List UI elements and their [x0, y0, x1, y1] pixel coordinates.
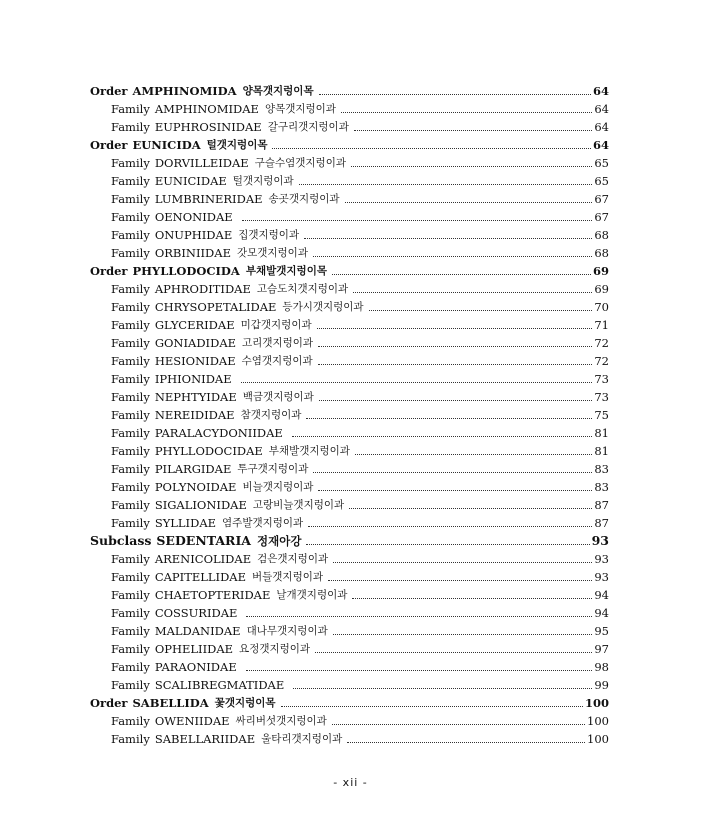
toc-taxon-name: APHRODITIDAE: [154, 282, 251, 296]
toc-rank: Family: [111, 318, 150, 332]
toc-korean-name: 미갑갯지렁이과: [240, 319, 312, 331]
toc-taxon-name: EUPHROSINIDAE: [154, 120, 262, 134]
toc-dot-leader: [353, 292, 592, 293]
toc-page-number: 87: [594, 498, 609, 512]
toc-entry-family: [90, 170, 609, 188]
toc-korean-name: 요정갯지렁이과: [239, 643, 311, 655]
toc-korean-name: 고랑비늘갯지렁이과: [252, 499, 345, 511]
toc-entry-family: [90, 476, 609, 494]
toc-korean-name: 대나무갯지렁이과: [246, 625, 328, 637]
toc-korean-name: 염주발갯지렁이과: [222, 517, 304, 529]
toc-dot-leader: [306, 544, 589, 545]
toc-korean-name: 부채발갯지렁이목: [245, 265, 327, 277]
toc-page-number: 69: [594, 282, 609, 296]
toc-page-number: 65: [594, 174, 609, 188]
toc-dot-leader: [352, 598, 592, 599]
toc-rank: Family: [111, 156, 150, 170]
toc-dot-leader: [319, 94, 591, 95]
toc-entry-family: [90, 350, 609, 368]
toc-korean-name: 고리갯지렁이과: [242, 337, 314, 349]
toc-dot-leader: [313, 256, 592, 257]
toc-dot-leader: [293, 688, 592, 689]
toc-rank: Order: [90, 84, 128, 98]
toc-entry-family: [90, 116, 609, 134]
toc-taxon-name: OWENIIDAE: [154, 714, 230, 728]
toc-korean-name: 울타리갯지렁이과: [261, 733, 343, 745]
toc-dot-leader: [332, 724, 585, 725]
toc-page-number: 94: [594, 606, 609, 620]
toc-rank: Family: [111, 282, 150, 296]
toc-dot-leader: [242, 220, 593, 221]
toc-entry-family: [90, 638, 609, 656]
toc-korean-name: 구슬수염갯지렁이과: [254, 157, 346, 169]
toc-page-number: 94: [594, 588, 609, 602]
toc-page-number: 72: [594, 336, 609, 350]
toc-korean-name: 싸리버섯갯지렁이과: [235, 715, 327, 727]
toc-taxon-name: EUNICIDA: [132, 138, 201, 152]
toc-page-number: 64: [594, 102, 609, 116]
toc-korean-name: 수염갯지렁이과: [241, 355, 313, 367]
toc-entry-family: [90, 512, 609, 530]
toc-taxon-name: HESIONIDAE: [154, 354, 236, 368]
toc-rank: Family: [111, 642, 150, 656]
toc-rank: Family: [111, 120, 150, 134]
toc-taxon-name: SCALIBREGMATIDAE: [154, 678, 285, 692]
toc-dot-leader: [351, 166, 592, 167]
toc-page-number: 64: [592, 84, 609, 98]
toc-rank: Family: [111, 660, 150, 674]
toc-rank: Family: [111, 606, 150, 620]
toc-entry-family: [90, 620, 609, 638]
toc-page-number: 67: [594, 210, 609, 224]
toc-korean-name: 부채발갯지렁이과: [268, 445, 350, 457]
toc-taxon-name: DORVILLEIDAE: [154, 156, 249, 170]
toc-entry-family: [90, 566, 609, 584]
toc-rank: Family: [111, 588, 150, 602]
toc-dot-leader: [354, 130, 593, 131]
toc-korean-name: 털갯지렁이과: [232, 175, 294, 187]
toc-page-number: 65: [594, 156, 609, 170]
toc-dot-leader: [341, 112, 592, 113]
toc-entry-family: [90, 404, 609, 422]
toc-taxon-name: PHYLLODOCIDA: [132, 264, 240, 278]
toc-korean-name: 갈구리갯지렁이과: [267, 121, 349, 133]
toc-dot-leader: [345, 202, 593, 203]
toc-rank: Family: [111, 732, 150, 746]
toc-taxon-name: POLYNOIDAE: [154, 480, 237, 494]
toc-dot-leader: [319, 400, 593, 401]
toc-taxon-name: PILARGIDAE: [154, 462, 232, 476]
toc-korean-name: 투구갯지렁이과: [237, 463, 309, 475]
toc-dot-leader: [318, 364, 593, 365]
toc-dot-leader: [333, 634, 593, 635]
toc-page-number: 93: [594, 570, 609, 584]
toc-rank: Family: [111, 552, 150, 566]
toc-dot-leader: [272, 148, 591, 149]
toc-taxon-name: AMPHINOMIDAE: [154, 102, 259, 116]
toc-taxon-name: NEREIDIDAE: [154, 408, 235, 422]
toc-rank: Family: [111, 570, 150, 584]
toc-korean-name: 양목갯지렁이목: [242, 85, 314, 97]
toc-dot-leader: [369, 310, 593, 311]
toc-korean-name: 비늘갯지렁이과: [242, 481, 314, 493]
toc-page-number: 72: [594, 354, 609, 368]
toc-rank: Family: [111, 192, 150, 206]
toc-entry-order: [90, 134, 609, 152]
toc-dot-leader: [241, 382, 593, 383]
toc-rank: Family: [111, 516, 150, 530]
toc-page-number: 97: [594, 642, 609, 656]
toc-entry-family: [90, 728, 609, 746]
toc-dot-leader: [304, 238, 592, 239]
toc-entry-family: [90, 674, 609, 692]
toc-taxon-name: CAPITELLIDAE: [154, 570, 246, 584]
toc-page-number: 83: [594, 462, 609, 476]
toc-korean-name: 정재아강: [257, 534, 302, 548]
toc-rank: Family: [111, 372, 150, 386]
toc-page-number: 68: [594, 228, 609, 242]
toc-taxon-name: SABELLIDA: [132, 696, 209, 710]
toc-korean-name: 양목갯지렁이과: [264, 103, 336, 115]
toc-entry-family: [90, 710, 609, 728]
toc-taxon-name: AMPHINOMIDA: [132, 84, 237, 98]
toc-rank: Order: [90, 138, 128, 152]
toc-entry-family: [90, 548, 609, 566]
toc-entry-subclass: [90, 530, 609, 548]
toc-page-number: 100: [587, 714, 609, 728]
toc-korean-name: 송곳갯지렁이과: [268, 193, 340, 205]
toc-page-number: 71: [594, 318, 609, 332]
toc-rank: Family: [111, 408, 150, 422]
toc-page-number: 73: [594, 390, 609, 404]
toc-taxon-name: EUNICIDAE: [154, 174, 227, 188]
toc-dot-leader: [292, 436, 593, 437]
toc-page-number: 87: [594, 516, 609, 530]
toc-taxon-name: LUMBRINERIDAE: [154, 192, 263, 206]
toc-korean-name: 버들갯지렁이과: [252, 571, 324, 583]
toc-dot-leader: [349, 508, 592, 509]
toc-taxon-name: NEPHTYIDAE: [154, 390, 237, 404]
toc-taxon-name: SEDENTARIA: [156, 533, 251, 548]
toc-dot-leader: [315, 652, 592, 653]
toc-page-number: 73: [594, 372, 609, 386]
toc-taxon-name: GONIADIDAE: [154, 336, 237, 350]
toc-dot-leader: [318, 346, 592, 347]
toc-dot-leader: [246, 616, 592, 617]
toc-page-number: 81: [594, 444, 609, 458]
toc-page-number: 100: [584, 696, 609, 710]
toc-korean-name: 집갯지렁이과: [238, 229, 300, 241]
toc-dot-leader: [299, 184, 593, 185]
toc-entry-family: [90, 296, 609, 314]
toc-rank: Family: [111, 210, 150, 224]
toc-page-number: 70: [594, 300, 609, 314]
toc-page-number: 67: [594, 192, 609, 206]
toc-rank: Family: [111, 336, 150, 350]
toc-page-number: 93: [594, 552, 609, 566]
toc-taxon-name: OPHELIIDAE: [154, 642, 234, 656]
toc-rank: Family: [111, 102, 150, 116]
toc-rank: Family: [111, 678, 150, 692]
toc-page-number: 95: [594, 624, 609, 638]
toc-rank: Order: [90, 696, 128, 710]
toc-rank: Order: [90, 264, 128, 278]
toc-dot-leader: [281, 706, 583, 707]
toc-taxon-name: PARAONIDAE: [154, 660, 237, 674]
toc-entry-family: [90, 242, 609, 260]
toc-rank: Family: [111, 498, 150, 512]
toc-entry-family: [90, 440, 609, 458]
toc-taxon-name: PHYLLODOCIDAE: [154, 444, 263, 458]
toc-entry-order: [90, 260, 609, 278]
toc-entry-family: [90, 584, 609, 602]
toc-entry-family: [90, 278, 609, 296]
toc-rank: Family: [111, 300, 150, 314]
toc-page-number: 69: [592, 264, 609, 278]
page-number: - xii -: [333, 776, 368, 789]
toc-dot-leader: [308, 526, 592, 527]
toc-taxon-name: MALDANIDAE: [154, 624, 241, 638]
toc-entry-order: [90, 80, 609, 98]
toc-page-number: 68: [594, 246, 609, 260]
toc-korean-name: 고슴도치갯지렁이과: [256, 283, 349, 295]
toc-page-number: 99: [594, 678, 609, 692]
toc-korean-name: 검은갯지렁이과: [257, 553, 329, 565]
toc-dot-leader: [347, 742, 585, 743]
toc-entry-family: [90, 98, 609, 116]
toc-taxon-name: IPHIONIDAE: [154, 372, 232, 386]
toc-dot-leader: [317, 328, 593, 329]
toc-entry-family: [90, 368, 609, 386]
toc-page-number: 75: [594, 408, 609, 422]
toc-dot-leader: [313, 472, 592, 473]
toc-taxon-name: SYLLIDAE: [154, 516, 217, 530]
toc-rank: Family: [111, 354, 150, 368]
toc-korean-name: 날개갯지렁이과: [276, 589, 348, 601]
toc-dot-leader: [355, 454, 592, 455]
toc-entry-order: [90, 692, 609, 710]
toc-rank: Family: [111, 480, 150, 494]
toc-taxon-name: COSSURIDAE: [154, 606, 238, 620]
toc-dot-leader: [333, 562, 592, 563]
toc-dot-leader: [306, 418, 592, 419]
toc-page-number: 83: [594, 480, 609, 494]
toc-rank: Family: [111, 174, 150, 188]
toc-korean-name: 털갯지렁이목: [206, 139, 268, 151]
toc-taxon-name: SIGALIONIDAE: [154, 498, 247, 512]
toc-entry-family: [90, 224, 609, 242]
toc-taxon-name: ORBINIIDAE: [154, 246, 231, 260]
toc-page-number: 100: [587, 732, 609, 746]
toc-entry-family: [90, 422, 609, 440]
toc-dot-leader: [318, 490, 592, 491]
toc-entry-family: [90, 188, 609, 206]
toc-entry-family: [90, 656, 609, 674]
toc-entry-family: [90, 494, 609, 512]
toc-korean-name: 꽃갯지렁이목: [214, 697, 276, 709]
toc-entry-family: [90, 152, 609, 170]
toc-entry-family: [90, 386, 609, 404]
toc-taxon-name: CHRYSOPETALIDAE: [154, 300, 277, 314]
toc-rank: Family: [111, 228, 150, 242]
toc-entry-family: [90, 206, 609, 224]
toc-rank: Family: [111, 444, 150, 458]
toc-entry-family: [90, 602, 609, 620]
toc-taxon-name: PARALACYDONIIDAE: [154, 426, 283, 440]
toc-dot-leader: [246, 670, 593, 671]
toc-rank: Family: [111, 426, 150, 440]
toc-taxon-name: SABELLARIIDAE: [154, 732, 256, 746]
toc-page-number: 64: [594, 120, 609, 134]
toc-rank: Family: [111, 462, 150, 476]
toc-entry-family: [90, 314, 609, 332]
toc-taxon-name: ARENICOLIDAE: [154, 552, 252, 566]
toc-rank: Family: [111, 390, 150, 404]
toc-entry-family: [90, 458, 609, 476]
toc-taxon-name: GLYCERIDAE: [154, 318, 235, 332]
toc-korean-name: 등가시갯지렁이과: [282, 301, 364, 313]
toc-taxon-name: CHAETOPTERIDAE: [154, 588, 271, 602]
toc-korean-name: 백금갯지렁이과: [242, 391, 314, 403]
toc-rank: Family: [111, 624, 150, 638]
toc-rank: Family: [111, 246, 150, 260]
toc-taxon-name: OENONIDAE: [154, 210, 233, 224]
toc-rank: Family: [111, 714, 150, 728]
toc-dot-leader: [332, 274, 591, 275]
toc-korean-name: 갓모갯지렁이과: [236, 247, 308, 259]
toc-korean-name: 참갯지렁이과: [240, 409, 302, 421]
toc-page-number: 98: [594, 660, 609, 674]
toc-rank: Subclass: [90, 533, 152, 548]
toc-dot-leader: [328, 580, 592, 581]
toc-taxon-name: ONUPHIDAE: [154, 228, 233, 242]
toc-page-number: 64: [592, 138, 609, 152]
toc-page-number: 81: [594, 426, 609, 440]
toc-page-number: 93: [591, 533, 609, 548]
table-of-contents: [90, 80, 609, 746]
toc-entry-family: [90, 332, 609, 350]
